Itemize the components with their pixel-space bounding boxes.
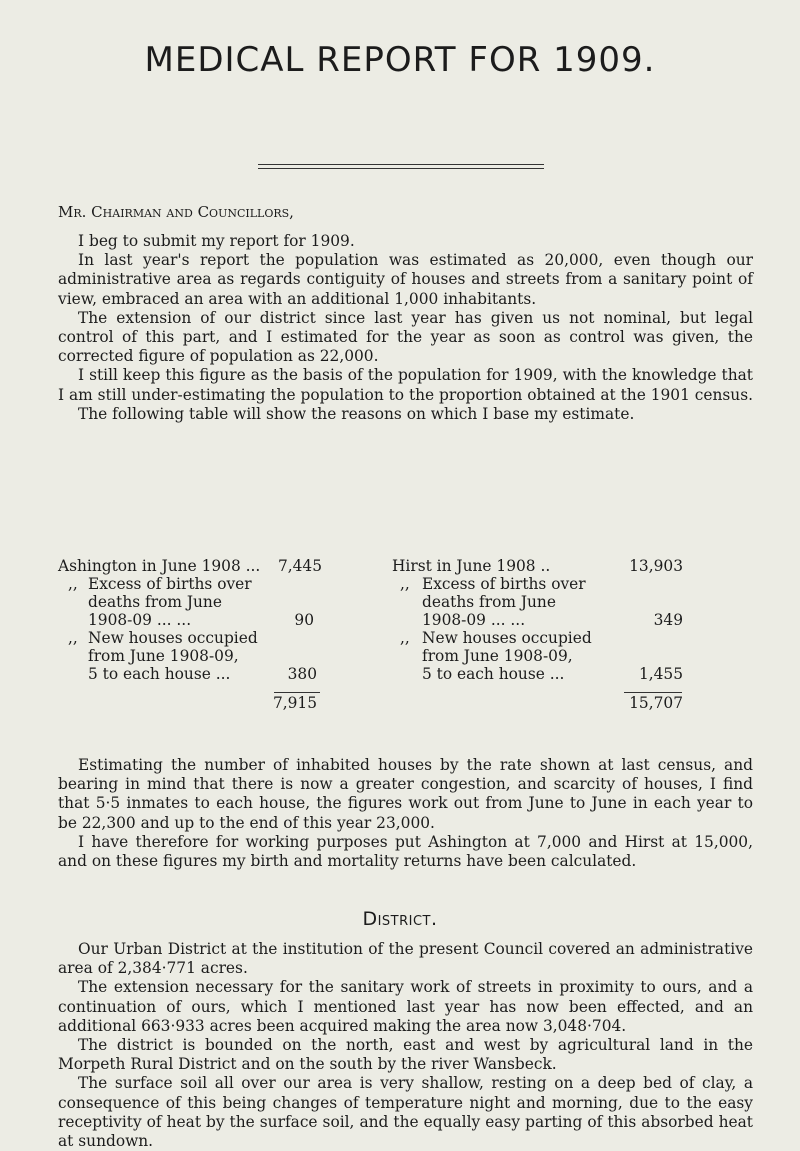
page-title: MEDICAL REPORT FOR 1909. xyxy=(144,40,656,80)
ashington-births-label: deaths from June xyxy=(88,593,222,611)
district-paragraph: The surface soil all over our area is very shallow, resting on a deep bed of clay, a consequence of this being changes of temperature night and morning, due to the easy receptivity of heat by the surface soil, and the equally easy parting of this absorbed heat at sundown. xyxy=(58,1074,753,1151)
population-estimate-table xyxy=(58,557,740,712)
hirst-births-value: 349 xyxy=(653,611,683,629)
hirst-births-label: 1908-09 ... ... xyxy=(422,611,526,629)
ashington-births-value: 90 xyxy=(294,611,314,629)
hirst-sum-rule xyxy=(624,692,682,693)
ashington-base-value: 7,445 xyxy=(277,557,322,575)
estimate-explanation xyxy=(58,756,753,871)
hirst-total: 15,707 xyxy=(629,694,683,712)
district-heading: District. xyxy=(362,908,438,930)
explanation-paragraph: Estimating the number of inhabited houses by the rate shown at last census, and bearing in mind that there is now a greater congestion, and scarcity of houses, I find that 5·5 inmates to each house, the figures work out from June to June in each year to be 22,300 and up to the end of this year 23,000. xyxy=(58,756,753,832)
hirst-houses-value: 1,455 xyxy=(638,665,683,683)
hirst-births-label: deaths from June xyxy=(422,593,556,611)
explanation-paragraph: I have therefore for working purposes put Ashington at 7,000 and Hirst at 15,000, and on these figures my birth and mortality returns have been calculated. xyxy=(58,832,753,871)
ashington-sum-rule xyxy=(274,692,320,693)
ditto-mark: ,, xyxy=(400,575,410,593)
ditto-mark: ,, xyxy=(68,629,78,647)
hirst-base-value: 13,903 xyxy=(629,557,683,575)
intro-paragraph: The following table will show the reasons on which I base my estimate. xyxy=(78,404,635,423)
ashington-base-label: Ashington in June 1908 ... xyxy=(58,557,261,575)
intro-paragraph: I still keep this figure as the basis of the population for 1909, with the knowledge that I am still under-estimating the population to the proportion obtained at the 1901 census. xyxy=(58,366,754,404)
title-rule-top xyxy=(258,164,544,165)
ashington-houses-label: from June 1908-09, xyxy=(88,647,239,665)
ashington-houses-label: 5 to each house ... xyxy=(88,665,231,683)
hirst-houses-label: 5 to each house ... xyxy=(422,665,565,683)
hirst-houses-label: from June 1908-09, xyxy=(422,647,573,665)
district-paragraph: Our Urban District at the institution of the present Council covered an administrative area of 2,384·771 acres. xyxy=(58,940,753,978)
hirst-houses-label: New houses occupied xyxy=(422,629,592,647)
ashington-total: 7,915 xyxy=(272,694,317,712)
intro-paragraph: The extension of our district since last year has given us not nominal, but legal control of this part, and I estimated for the year as soon as control was given, the corrected figure of population as 22,000. xyxy=(58,308,753,366)
ditto-mark: ,, xyxy=(68,575,78,593)
district-paragraph: The district is bounded on the north, east and west by agricultural land in the Morpeth Rural District and on the south by the river Wansbeck. xyxy=(58,1036,753,1074)
district-paragraph: The extension necessary for the sanitary work of streets in proximity to ours, and a continuation of ours, which I mentioned last year has now been effected, and an additional 663·933 acres been acquired making the area now 3,048·704. xyxy=(58,978,753,1035)
salutation: Mr. Chairman and Councillors, xyxy=(58,203,294,221)
ashington-houses-value: 380 xyxy=(287,665,317,683)
ditto-mark: ,, xyxy=(400,629,410,647)
intro-paragraph: I beg to submit my report for 1909. xyxy=(78,232,355,250)
district-section xyxy=(58,940,753,1151)
intro-section xyxy=(58,232,753,424)
hirst-births-label: Excess of births over xyxy=(422,575,586,593)
hirst-base-label: Hirst in June 1908 .. xyxy=(392,557,551,575)
ashington-births-label: Excess of births over xyxy=(88,575,252,593)
title-rule-bottom xyxy=(258,168,544,169)
ashington-births-label: 1908-09 ... ... xyxy=(88,611,192,629)
ashington-houses-label: New houses occupied xyxy=(88,629,258,647)
intro-paragraph: In last year's report the population was estimated as 20,000, even though our administrative area as regards contiguity of houses and streets from a sanitary point of view, embraced an area with an additional 1,000 inhabitants. xyxy=(58,251,753,308)
